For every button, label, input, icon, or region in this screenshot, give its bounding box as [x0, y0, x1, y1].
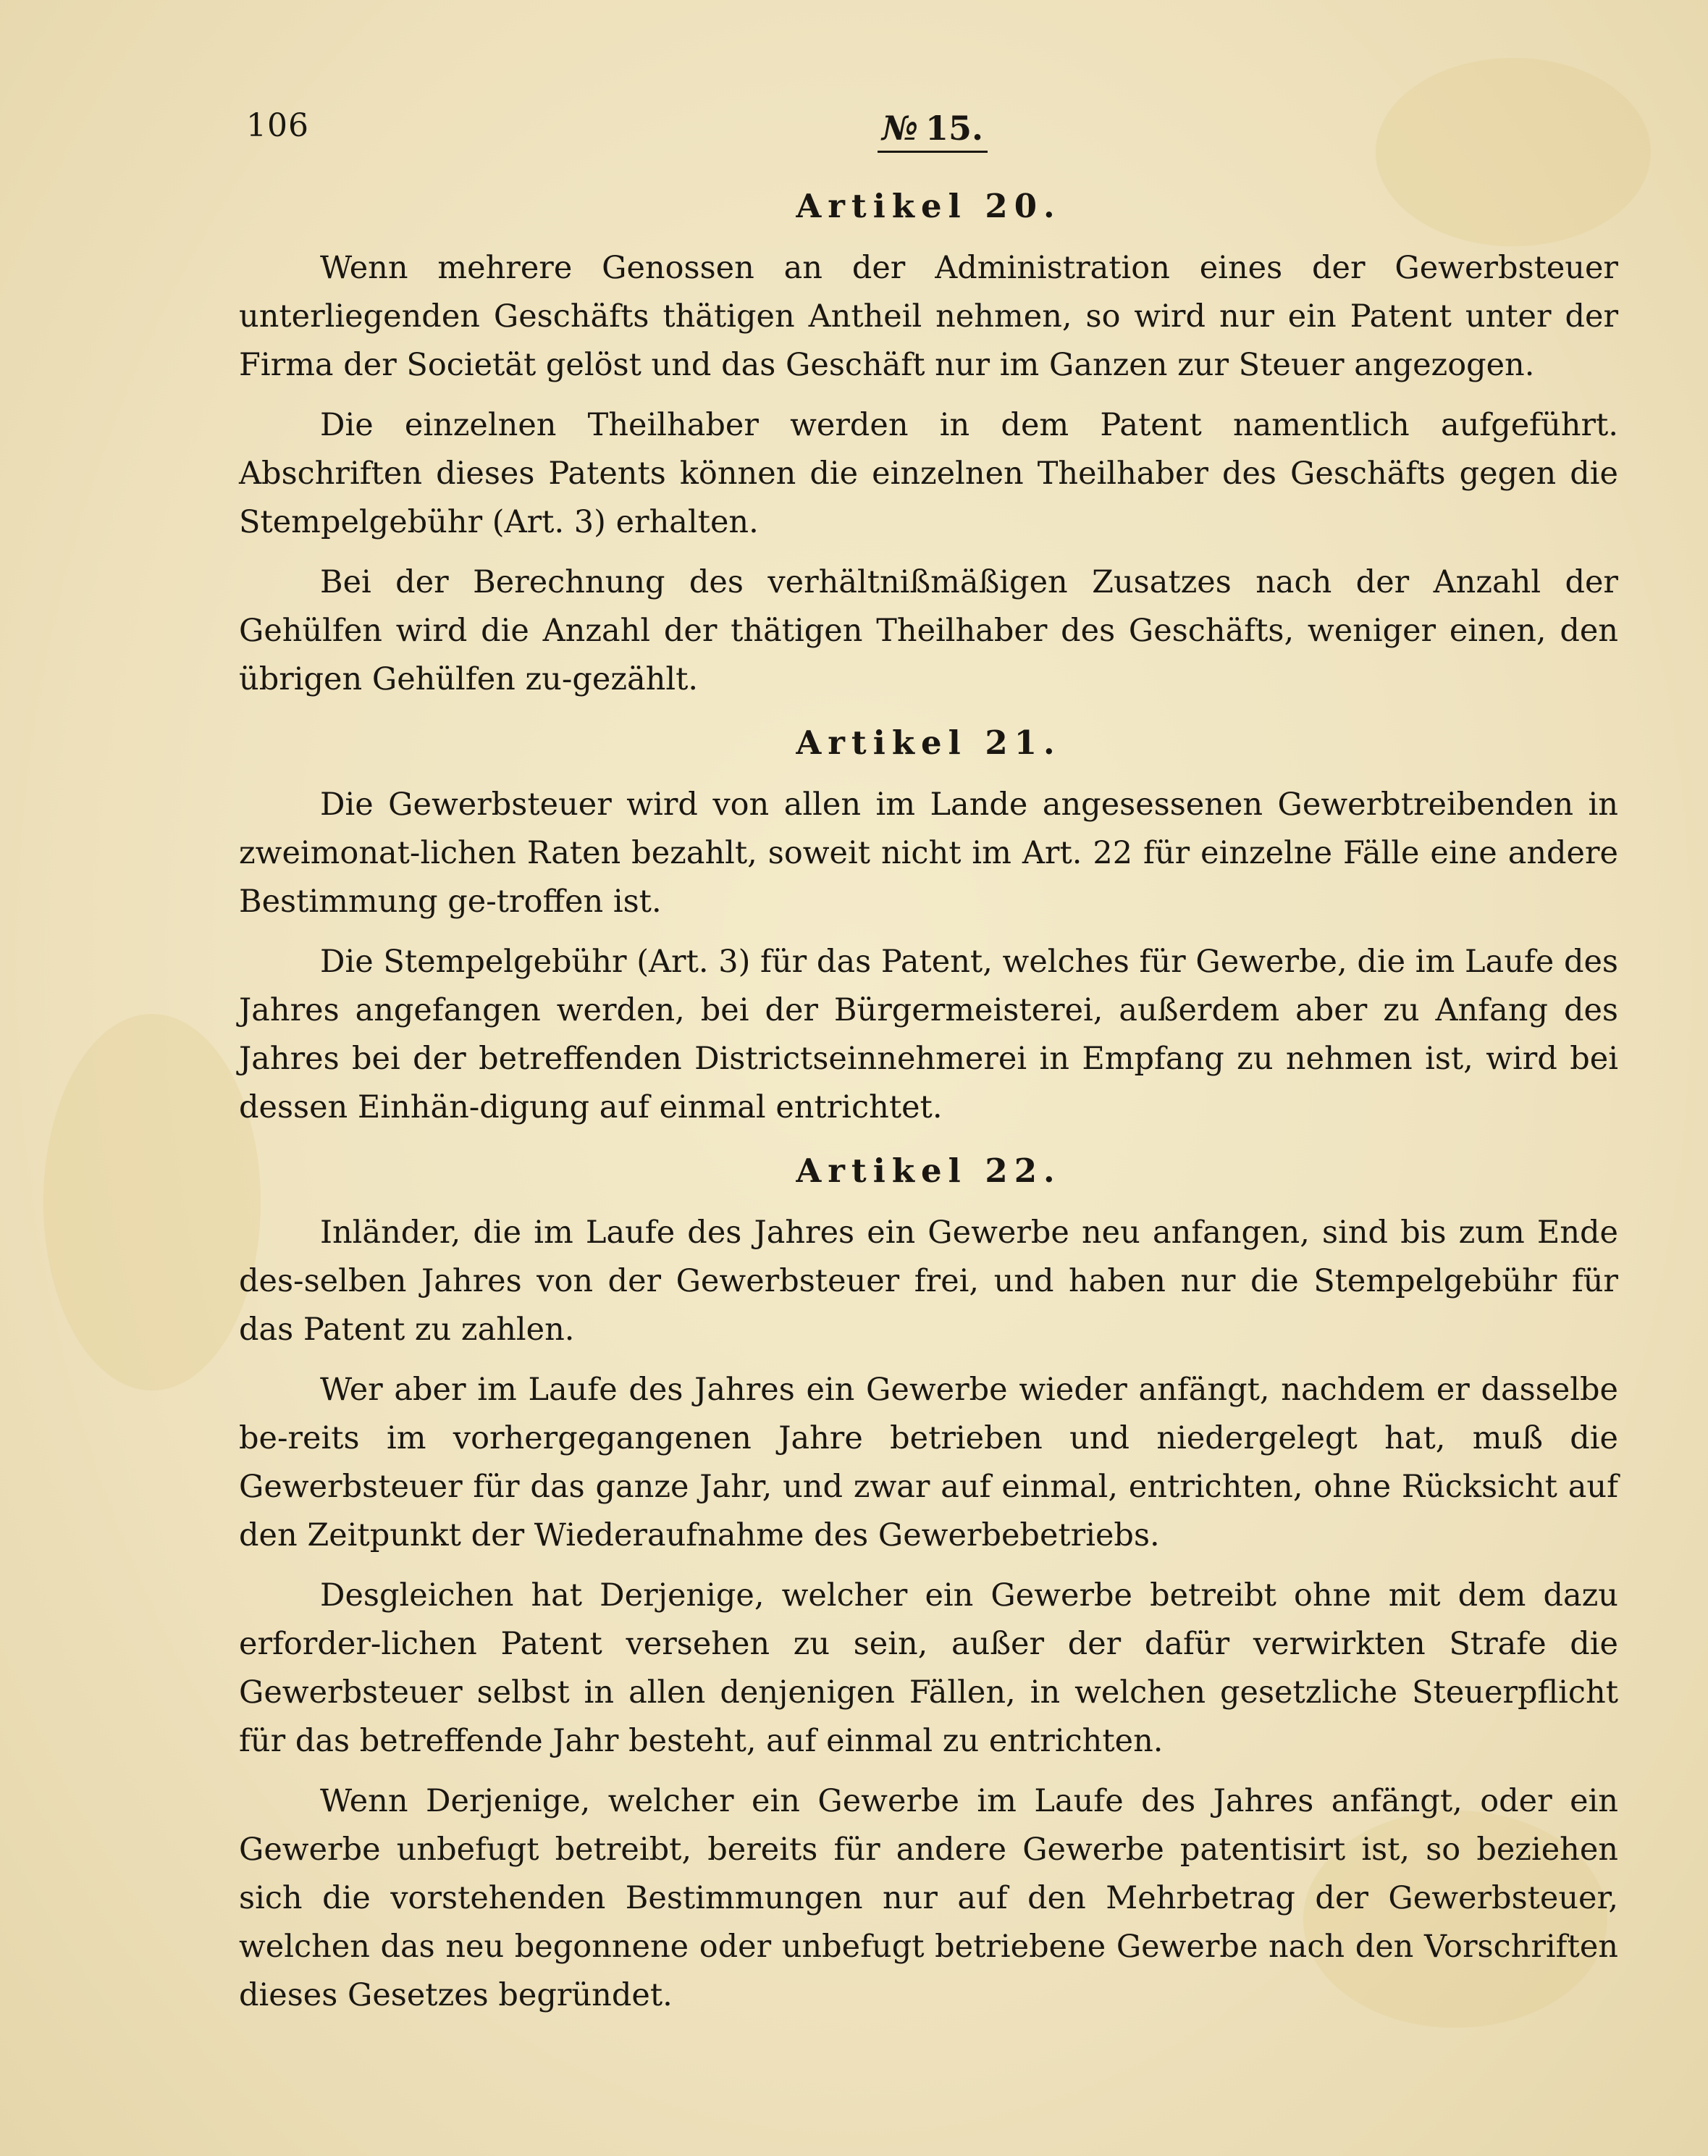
paragraph: Die einzelnen Theilhaber werden in dem Patent namentlich aufgeführt. Abschriften dieses Patents können die einzelnen Theilhaber des Geschäfts gegen die Stempelgebühr (Art. 3) erhalten.: [239, 407, 1618, 540]
paragraph: Die Gewerbsteuer wird von allen im Lande angesessenen Gewerbtreibenden in zweimonat-lichen Raten bezahlt, soweit nicht im Art. 22 für einzelne Fälle eine andere Bestimmung ge-troffen ist.: [239, 787, 1618, 920]
paragraph: Wenn Derjenige, welcher ein Gewerbe im Laufe des Jahres anfängt, oder ein Gewerbe unbefugt betreibt, bereits für andere Gewerbe patentisirt ist, so beziehen sich die vorstehenden Bestimmungen nur auf den Mehrbetrag der Gewerbsteuer, welchen das neu begonnene oder unbefugt betriebene Gewerbe nach den Vorschriften dieses Gesetzes begründet.: [239, 1783, 1618, 2013]
article-heading: Artikel 20.: [796, 187, 1061, 225]
paragraph: Wer aber im Laufe des Jahres ein Gewerbe wieder anfängt, nachdem er dasselbe be-reits im vorhergegangenen Jahre betrieben und niedergelegt hat, muß die Gewerbsteuer für das ganze Jahr, und zwar auf einmal, entrichten, ohne Rücksicht auf den Zeitpunkt der Wiederaufnahme des Gewerbebetriebs.: [239, 1372, 1618, 1553]
paragraph: Inländer, die im Laufe des Jahres ein Gewerbe neu anfangen, sind bis zum Ende des-selben Jahres von der Gewerbsteuer frei, und haben nur die Stempelgebühr für das Patent zu zahlen.: [239, 1215, 1618, 1348]
article-heading: Artikel 22.: [796, 1152, 1061, 1190]
article-20: [239, 185, 1618, 704]
article-22: [239, 1149, 1618, 2020]
issue-number-value: 15.: [925, 109, 984, 148]
paragraph: Wenn mehrere Genossen an der Administration eines der Gewerbsteuer unterliegenden Geschäfts thätigen Antheil nehmen, so wird nur ein Patent unter der Firma der Societät gelöst und das Geschäft nur im Ganzen zur Steuer angezogen.: [239, 250, 1618, 383]
issue-number: [878, 109, 988, 153]
page-number: 106: [246, 107, 309, 144]
paragraph: Bei der Berechnung des verhältnißmäßigen Zusatzes nach der Anzahl der Gehülfen wird die Anzahl der thätigen Theilhaber des Geschäfts, weniger einen, den übrigen Gehülfen zu-gezählt.: [239, 564, 1618, 697]
numero-sign: №: [882, 109, 918, 148]
paper-stain: [43, 1014, 261, 1391]
document-body: [239, 185, 1618, 2037]
paragraph: Die Stempelgebühr (Art. 3) für das Patent, welches für Gewerbe, die im Laufe des Jahres angefangen werden, bei der Bürgermeisterei, außerdem aber zu Anfang des Jahres bei der betreffenden Districtseinnehmerei in Empfang zu nehmen ist, wird bei dessen Einhän-digung auf einmal entrichtet.: [239, 944, 1618, 1125]
article-heading: Artikel 21.: [796, 723, 1061, 762]
paragraph: Desgleichen hat Derjenige, welcher ein Gewerbe betreibt ohne mit dem dazu erforder-lichen Patent versehen zu sein, außer der dafür verwirkten Strafe die Gewerbsteuer selbst in allen denjenigen Fällen, in welchen gesetzliche Steuerpflicht für das betreffende Jahr besteht, auf einmal zu entrichten.: [239, 1577, 1618, 1759]
article-21: [239, 721, 1618, 1132]
